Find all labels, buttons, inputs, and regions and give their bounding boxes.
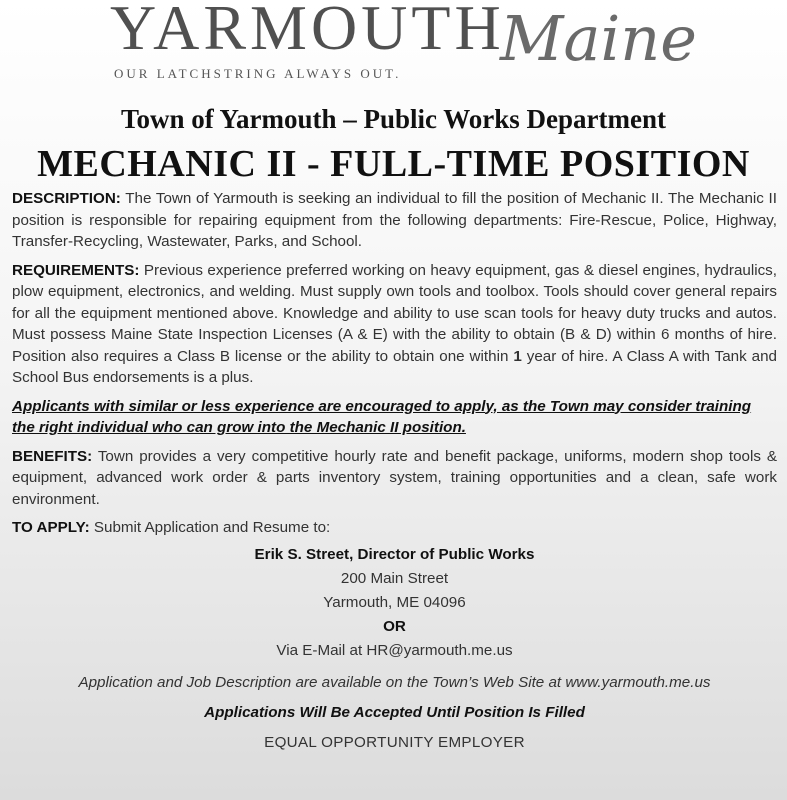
contact-city: Yarmouth, ME 04096 bbox=[323, 593, 466, 611]
logo-state-script: Maine bbox=[500, 2, 697, 75]
contact-name: Erik S. Street, Director of Public Works bbox=[254, 545, 535, 563]
deadline-note: Applications Will Be Accepted Until Position Is Filled bbox=[204, 703, 585, 721]
website-note: Application and Job Description are available on the Town’s Web Site at www.yarmouth.me.us bbox=[78, 673, 711, 691]
posting-body bbox=[12, 188, 777, 755]
apply-label: TO APPLY: bbox=[12, 519, 90, 536]
contact-email: Via E-Mail at HR@yarmouth.me.us bbox=[276, 641, 513, 659]
eoe-statement: EQUAL OPPORTUNITY EMPLOYER bbox=[264, 733, 525, 751]
encouragement-note: Applicants with similar or less experience are encouraged to apply, as the Town may consider training the right individual who can grow into the Mechanic II position. bbox=[12, 397, 752, 436]
benefits-section bbox=[12, 446, 777, 511]
logo-town: YARMOUTH bbox=[110, 0, 505, 63]
or-divider: OR bbox=[383, 617, 406, 635]
contact-street: 200 Main Street bbox=[340, 569, 449, 587]
requirements-text: Previous experience preferred working on heavy equipment, gas & diesel engines, hydraulics, plow equipment, electronics, and welding. Must supply own tools and toolbox. Tools should cover general repairs for all the equipment mentioned above. Knowledge and ability to use scan tools for heavy duty trucks and autos. Must possess Maine State Inspection Licenses (A & E) with the ability to obtain (B & D) within 6 months of hire. Position also requires a Class B license or the ability to obtain one within bbox=[12, 261, 777, 365]
requirements-label: REQUIREMENTS: bbox=[12, 261, 140, 279]
page-title: MECHANIC II - FULL-TIME POSITION bbox=[37, 143, 750, 185]
apply-section bbox=[12, 517, 777, 539]
requirements-section bbox=[12, 260, 777, 389]
requirements-text-end: year of hire. A Class A with Tank and School Bus endorsements is a plus. bbox=[12, 347, 777, 386]
description-section bbox=[12, 188, 777, 253]
description-label: DESCRIPTION: bbox=[12, 190, 121, 207]
benefits-text: Town provides a very competitive hourly rate and benefit package, uniforms, modern shop tools & equipment, advanced work order & parts inventory system, training opportunities and a clean, safe work environment. bbox=[12, 447, 777, 508]
apply-text: Submit Application and Resume to: bbox=[93, 519, 331, 536]
logo-tagline: OUR LATCHSTRING ALWAYS OUT. bbox=[114, 66, 402, 81]
requirements-highlight: 1 bbox=[513, 347, 522, 365]
description-text: The Town of Yarmouth is seeking an individual to fill the position of Mechanic II. The Mechanic II position is responsible for repairing equipment from the following departments: Fire-Rescue, Police, Highway, Transfer-Recycling, Wastewater, Parks, and School. bbox=[12, 190, 777, 250]
department-heading: Town of Yarmouth – Public Works Department bbox=[120, 104, 667, 134]
yarmouth-logo bbox=[0, 0, 787, 92]
contact-block bbox=[12, 543, 777, 663]
benefits-label: BENEFITS: bbox=[12, 447, 93, 465]
